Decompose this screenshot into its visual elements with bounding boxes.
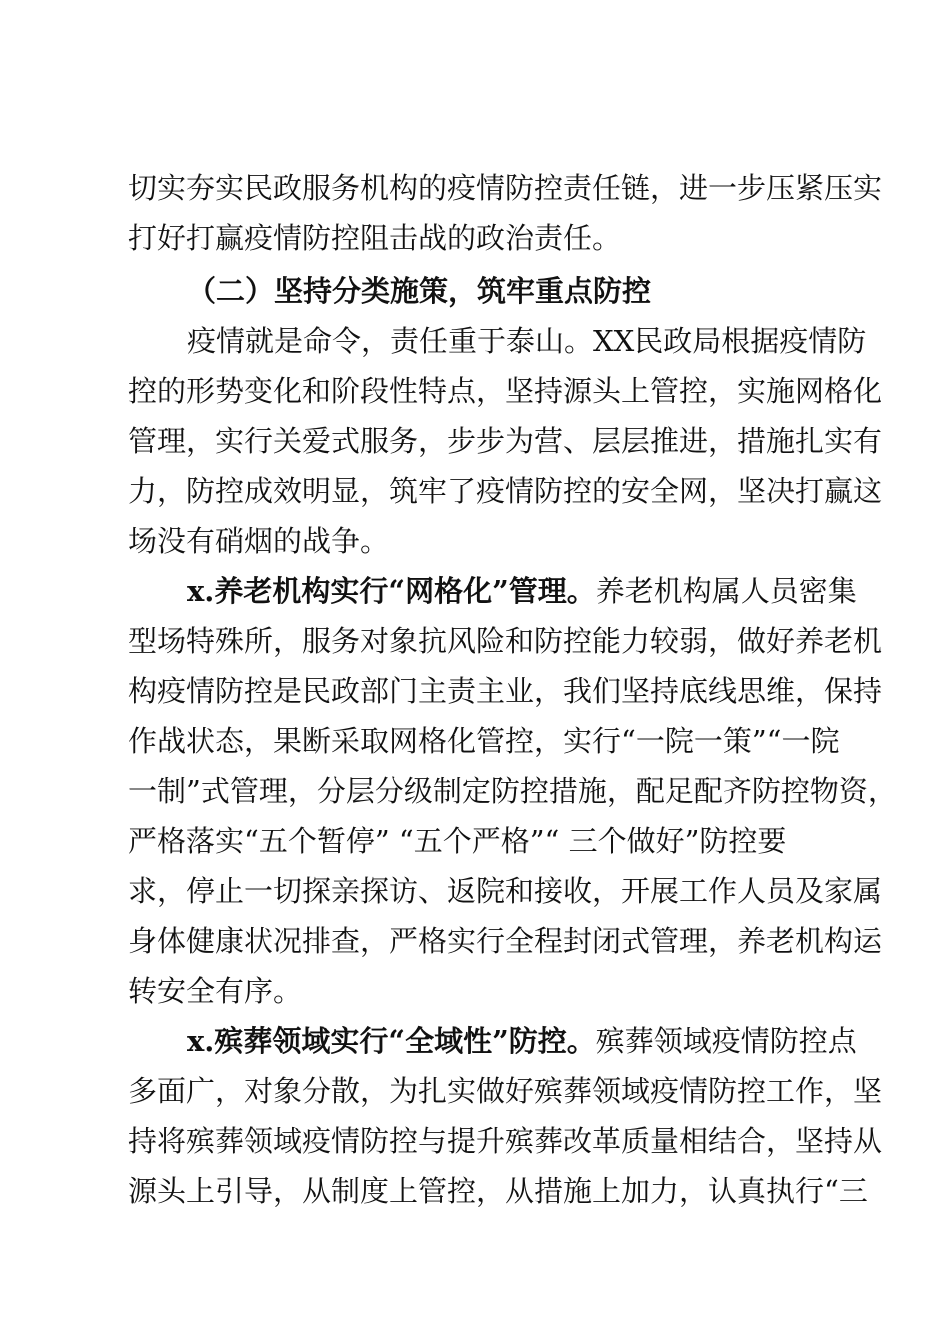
- paragraph-line: 型场特殊所，服务对象抗风险和防控能力较弱，做好养老机: [128, 624, 883, 658]
- paragraph-line: 源头上引导，从制度上管控，从措施上加力，认真执行“三: [128, 1174, 868, 1208]
- paragraph-line: 场没有硝烟的战争。: [128, 524, 390, 558]
- paragraph-line: 切实夯实民政服务机构的疫情防控责任链，进一步压紧压实: [128, 171, 883, 205]
- subsection-lead: x.养老机构实行“网格化”管理。: [187, 574, 596, 608]
- paragraph-line: 管理，实行关爱式服务，步步为营、层层推进，措施扎实有: [128, 424, 883, 458]
- paragraph-line: 转安全有序。: [128, 974, 303, 1008]
- paragraph-text: 殡葬领域疫情防控点: [595, 1024, 857, 1058]
- paragraph-first-line: [187, 566, 857, 616]
- paragraph-line: 严格落实“五个暂停” “五个严格”“ 三个做好”防控要: [128, 824, 787, 858]
- paragraph-line: 持将殡葬领域疫情防控与提升殡葬改革质量相结合，坚持从: [128, 1124, 883, 1158]
- paragraph-line: 控的形势变化和阶段性特点，坚持源头上管控，实施网格化: [128, 374, 883, 408]
- paragraph-line: 构疫情防控是民政部门主责主业，我们坚持底线思维，保持: [128, 674, 883, 708]
- paragraph-line: 疫情就是命令，责任重于泰山。XX民政局根据疫情防: [187, 324, 867, 358]
- paragraph-first-line: [187, 1016, 857, 1066]
- paragraph-line: 作战状态，果断采取网格化管控，实行“一院一策”“一院: [128, 724, 840, 758]
- paragraph-line: 求，停止一切探亲探访、返院和接收，开展工作人员及家属: [128, 874, 883, 908]
- paragraph-line: 力，防控成效明显，筑牢了疫情防控的安全网，坚决打赢这: [128, 474, 883, 508]
- paragraph-line: 身体健康状况排查，严格实行全程封闭式管理，养老机构运: [128, 924, 883, 958]
- subsection-lead: x.殡葬领域实行“全域性”防控。: [187, 1024, 596, 1058]
- paragraph-line: 打好打赢疫情防控阻击战的政治责任。: [128, 221, 622, 255]
- paragraph-text: 养老机构属人员密集: [595, 574, 857, 608]
- paragraph-line: 多面广，对象分散，为扎实做好殡葬领域疫情防控工作，坚: [128, 1074, 883, 1108]
- section-heading: （二）坚持分类施策，筑牢重点防控: [187, 274, 652, 308]
- paragraph-line: 一制”式管理，分层分级制定防控措施，配足配齐防控物资，: [128, 774, 897, 808]
